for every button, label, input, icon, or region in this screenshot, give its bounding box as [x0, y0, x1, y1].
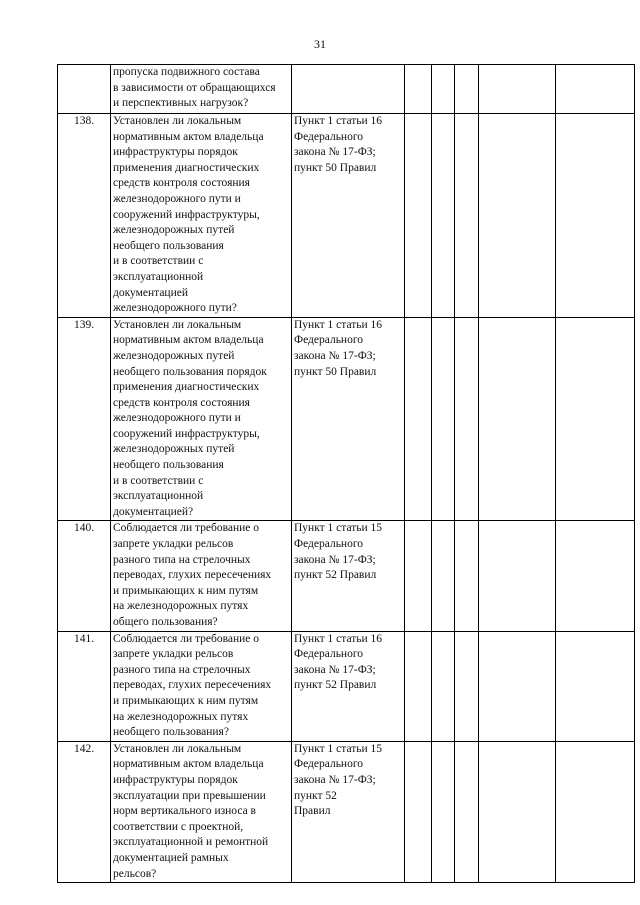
- answer-no-cell: [432, 317, 455, 521]
- question-line: переводах, глухих пересечениях: [113, 569, 272, 582]
- answer-comment-cell: [556, 741, 635, 882]
- answer-na-cell: [455, 631, 479, 741]
- answer-yes-cell: [405, 521, 432, 631]
- question-line: норм вертикального износа в: [113, 805, 256, 818]
- answer-no-cell: [432, 741, 455, 882]
- answer-note-cell: [479, 631, 556, 741]
- question-line: необщего пользования: [113, 239, 224, 252]
- question-line: разного типа на стрелочных: [113, 663, 251, 676]
- legal-basis-cell: [292, 741, 405, 882]
- question-line: на железнодорожных путях: [113, 710, 249, 723]
- question-line: Установлен ли локальным: [113, 742, 242, 755]
- question-line: и примыкающих к ним путям: [113, 694, 259, 707]
- question-line: разного типа на стрелочных: [113, 553, 251, 566]
- question-line: Установлен ли локальным: [113, 115, 242, 127]
- legal-basis-line: Федерального: [294, 648, 364, 661]
- legal-basis-line: пункт 50 Правил: [294, 365, 377, 378]
- question-line: в зависимости от обращающихся: [113, 81, 276, 94]
- answer-note-cell: [479, 65, 556, 114]
- question-cell: [111, 631, 292, 741]
- answer-yes-cell: [405, 317, 432, 521]
- answer-na-cell: [455, 521, 479, 631]
- question-line: рельсов?: [113, 867, 157, 880]
- answer-na-cell: [455, 65, 479, 114]
- answer-na-cell: [455, 317, 479, 521]
- legal-basis-line: Федерального: [294, 334, 364, 347]
- question-cell: [111, 741, 292, 882]
- question-line: и в соответствии с: [113, 255, 204, 268]
- question-line: нормативным актом владельца: [113, 130, 264, 143]
- question-line: пропуска подвижного состава: [113, 66, 260, 78]
- answer-no-cell: [432, 65, 455, 114]
- question-line: эксплуатационной и ремонтной: [113, 836, 269, 849]
- legal-basis-line: Федерального: [294, 538, 364, 551]
- item-number: 140.: [58, 521, 111, 631]
- question-line: инфраструктуры порядок: [113, 146, 238, 159]
- question-line: Соблюдается ли требование о: [113, 632, 260, 645]
- question-line: железнодорожного пути?: [113, 302, 237, 315]
- question-line: соответствии с проектной,: [113, 820, 244, 833]
- answer-yes-cell: [405, 65, 432, 114]
- question-line: средств контроля состояния: [113, 177, 250, 190]
- question-line: нормативным актом владельца: [113, 758, 264, 771]
- legal-basis-line: закона № 17-ФЗ;: [294, 349, 376, 362]
- question-line: железнодорожного пути и: [113, 412, 241, 425]
- question-line: общего пользования?: [113, 616, 218, 628]
- legal-basis-line: Пункт 1 статьи 16: [294, 318, 383, 331]
- question-line: железнодорожных путей: [113, 443, 235, 456]
- legal-basis-line: Федерального: [294, 130, 364, 143]
- answer-comment-cell: [556, 65, 635, 114]
- question-cell: [111, 65, 292, 114]
- legal-basis-cell: [292, 114, 405, 318]
- question-line: и перспективных нагрузок?: [113, 97, 249, 110]
- answer-comment-cell: [556, 631, 635, 741]
- table-row: [58, 741, 635, 882]
- answer-note-cell: [479, 521, 556, 631]
- legal-basis-cell: [292, 631, 405, 741]
- table-row: [58, 65, 635, 114]
- question-line: необщего пользования порядок: [113, 365, 267, 378]
- table-row: [58, 114, 635, 318]
- question-line: документацией рамных: [113, 851, 229, 864]
- question-line: запрете укладки рельсов: [113, 648, 234, 661]
- table-row: [58, 631, 635, 741]
- question-line: Установлен ли локальным: [113, 318, 242, 331]
- answer-comment-cell: [556, 317, 635, 521]
- answer-na-cell: [455, 114, 479, 318]
- legal-basis-line: Пункт 1 статьи 16: [294, 115, 383, 127]
- question-line: железнодорожных путей: [113, 224, 235, 237]
- question-line: инфраструктуры порядок: [113, 773, 238, 786]
- question-line: необщего пользования: [113, 459, 224, 472]
- answer-na-cell: [455, 741, 479, 882]
- answer-no-cell: [432, 631, 455, 741]
- item-number: [58, 65, 111, 114]
- legal-basis-cell: [292, 521, 405, 631]
- answer-note-cell: [479, 317, 556, 521]
- question-line: на железнодорожных путях: [113, 600, 249, 613]
- question-line: эксплуатационной: [113, 270, 204, 283]
- question-line: сооружений инфраструктуры,: [113, 208, 260, 221]
- item-number: 139.: [58, 317, 111, 521]
- question-line: средств контроля состояния: [113, 396, 250, 409]
- item-number: 141.: [58, 631, 111, 741]
- legal-basis-line: Пункт 1 статьи 15: [294, 742, 383, 755]
- answer-yes-cell: [405, 114, 432, 318]
- question-line: Соблюдается ли требование о: [113, 522, 260, 535]
- legal-basis-line: закона № 17-ФЗ;: [294, 773, 376, 786]
- checklist-body: [58, 65, 635, 883]
- question-line: сооружений инфраструктуры,: [113, 427, 260, 440]
- answer-comment-cell: [556, 114, 635, 318]
- legal-basis-line: пункт 50 Правил: [294, 161, 377, 174]
- answer-yes-cell: [405, 631, 432, 741]
- question-line: железнодорожных путей: [113, 349, 235, 362]
- question-line: запрете укладки рельсов: [113, 538, 234, 551]
- table-row: [58, 317, 635, 521]
- question-cell: [111, 317, 292, 521]
- legal-basis-line: закона № 17-ФЗ;: [294, 553, 376, 566]
- question-line: применения диагностических: [113, 161, 260, 174]
- legal-basis-line: пункт 52: [294, 789, 337, 802]
- answer-yes-cell: [405, 741, 432, 882]
- legal-basis-line: Правил: [294, 805, 331, 818]
- question-line: эксплуатации при превышении: [113, 789, 266, 802]
- legal-basis-line: Пункт 1 статьи 15: [294, 522, 383, 535]
- table-row: [58, 521, 635, 631]
- answer-note-cell: [479, 741, 556, 882]
- legal-basis-line: Пункт 1 статьи 16: [294, 632, 383, 645]
- question-line: и примыкающих к ним путям: [113, 584, 259, 597]
- question-line: документацией?: [113, 505, 194, 518]
- question-line: железнодорожного пути и: [113, 192, 241, 205]
- legal-basis-line: закона № 17-ФЗ;: [294, 663, 376, 676]
- answer-note-cell: [479, 114, 556, 318]
- answer-no-cell: [432, 521, 455, 631]
- legal-basis-cell: [292, 317, 405, 521]
- question-line: документацией: [113, 286, 188, 299]
- question-line: необщего пользования?: [113, 726, 229, 739]
- legal-basis-line: закона № 17-ФЗ;: [294, 146, 376, 159]
- question-line: применения диагностических: [113, 381, 260, 394]
- legal-basis-line: пункт 52 Правил: [294, 679, 377, 692]
- question-cell: [111, 114, 292, 318]
- question-line: эксплуатационной: [113, 490, 204, 503]
- question-line: нормативным актом владельца: [113, 334, 264, 347]
- question-line: и в соответствии с: [113, 474, 204, 487]
- legal-basis-line: пункт 52 Правил: [294, 569, 377, 582]
- answer-no-cell: [432, 114, 455, 318]
- page-number: 31: [314, 37, 326, 51]
- question-line: переводах, глухих пересечениях: [113, 679, 272, 692]
- item-number: 138.: [58, 114, 111, 318]
- legal-basis-cell: [292, 65, 405, 114]
- question-cell: [111, 521, 292, 631]
- legal-basis-line: Федерального: [294, 758, 364, 771]
- answer-comment-cell: [556, 521, 635, 631]
- item-number: 142.: [58, 741, 111, 882]
- checklist-table: [57, 64, 635, 883]
